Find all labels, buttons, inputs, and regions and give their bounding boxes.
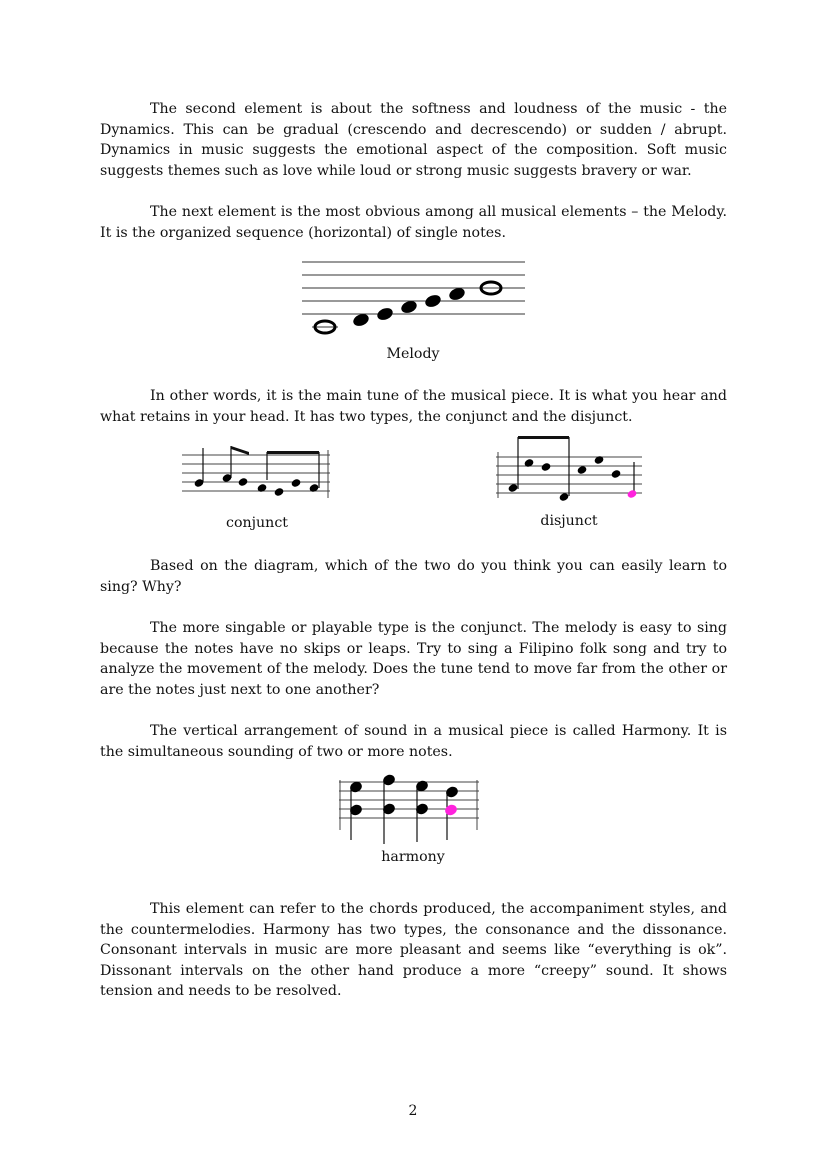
note [256, 483, 267, 493]
paragraph-harmony-intro-text: The vertical arrangement of sound in a musical piece is called Harmony. It is the simultaneous sounding of two or more notes. [100, 723, 727, 760]
paragraph-dynamics [100, 99, 727, 181]
note [308, 483, 319, 493]
note [540, 462, 551, 472]
note [290, 478, 301, 488]
disjunct-figure [494, 432, 644, 504]
paragraph-melody-types [100, 386, 727, 427]
note [376, 306, 395, 322]
paragraph-melody-intro-text: The next element is the most obvious among all musical elements – the Melody. It is the organized sequence (horizontal) of single notes. [100, 204, 727, 241]
melody-notes [315, 282, 501, 333]
note [424, 293, 443, 309]
conjunct-figure [180, 440, 335, 502]
paragraph-question-text: Based on the diagram, which of the two do you think you can easily learn to sing? Why? [100, 558, 727, 595]
paragraph-question [100, 556, 727, 597]
note [610, 469, 621, 479]
paragraph-melody-types-text: In other words, it is the main tune of the musical piece. It is what you hear and what retains in your head. It has two types, the conjunct and the disjunct. [100, 388, 727, 425]
paragraph-dynamics-text: The second element is about the softness and loudness of the music - the Dynamics. This can be gradual (crescendo and decrescendo) or sudden / abrupt. Dynamics in music suggests the emotional aspect of the composition. Soft music suggests themes such as love while loud or strong music suggests bravery or war. [100, 101, 727, 179]
paragraph-harmony-types [100, 899, 727, 1002]
paragraph-conjunct-answer [100, 618, 727, 700]
page-number: 2 [408, 1103, 418, 1119]
note [237, 477, 248, 487]
melody-figure [300, 258, 530, 348]
note [273, 487, 284, 497]
highlighted-chord-note [443, 803, 458, 817]
caption-conjunct: conjunct [226, 515, 288, 531]
highlighted-note [626, 489, 637, 499]
paragraph-harmony-intro [100, 721, 727, 762]
caption-disjunct: disjunct [540, 513, 598, 529]
caption-harmony: harmony [381, 849, 445, 865]
note [593, 455, 604, 465]
paragraph-melody-intro [100, 202, 727, 243]
caption-melody: Melody [386, 346, 440, 362]
paragraph-conjunct-answer-text: The more singable or playable type is the conjunct. The melody is easy to sing because the notes have no skips or leaps. Try to sing a Filipino folk song and try to analyze the movement of the melody. Does the tune tend to move far from the other or are the notes just next to one another? [100, 620, 727, 698]
paragraph-harmony-types-text: This element can refer to the chords produced, the accompaniment styles, and the countermelodies. Harmony has two types, the consonance and the dissonance. Consonant intervals in music are more pleasant and seems like “everything is ok”. Dissonant intervals on the other hand produce a more “creepy” sound. It shows tension and needs to be resolved. [100, 901, 727, 1000]
harmony-figure [337, 770, 482, 846]
note [523, 458, 534, 468]
